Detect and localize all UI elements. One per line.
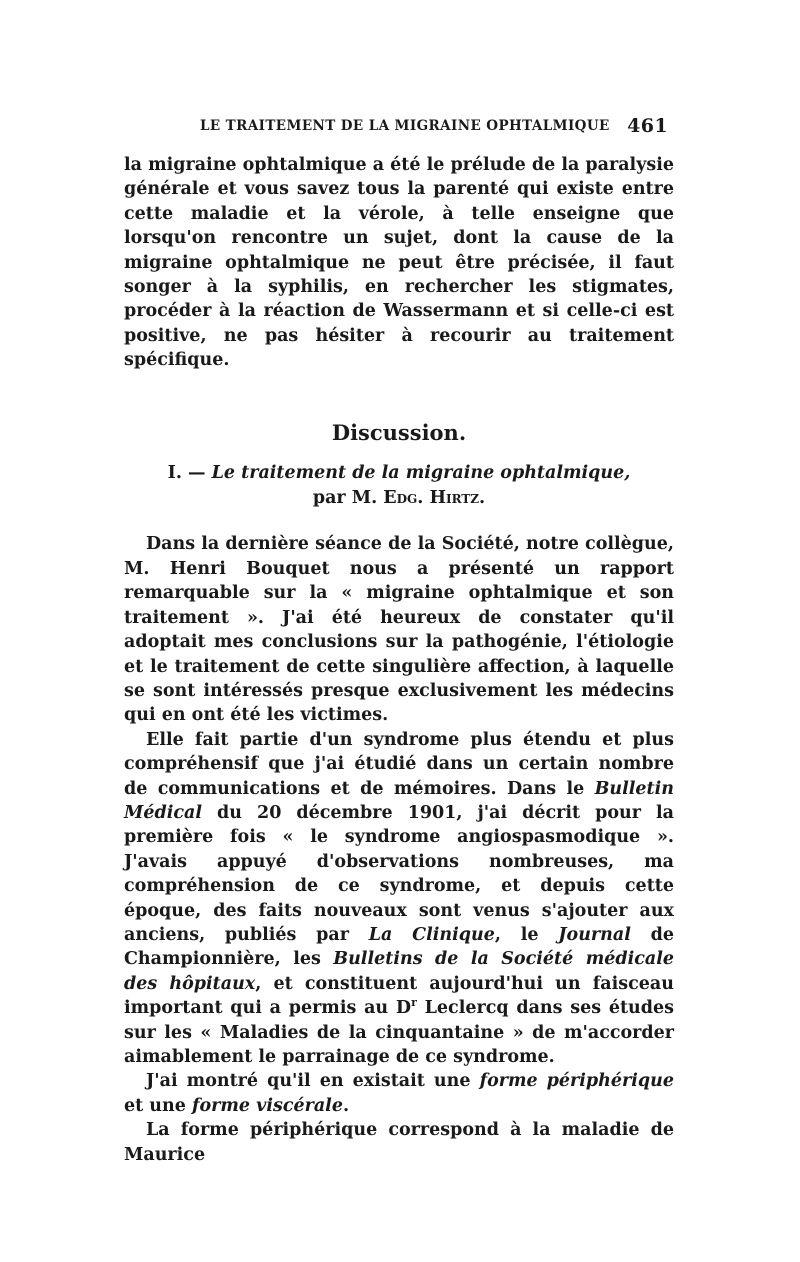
p3-text-2: du 20 décembre 1901, j'ai décrit pour la première fois « le syndrome angiospasmodique ». J'avais appuyé d'observations nombreuses, ma compréhension de ce syndrome, et depuis cette époque, des faits nouveaux sont venus s'ajouter aux anciens, publiés par	[124, 802, 674, 945]
p3-superscript: r	[411, 996, 417, 1010]
p3-text-1: Elle fait partie d'un syndrome plus étendu et plus compréhensif que j'ai étudié dans un certain nombre de communications et de mémoires. Dans le	[124, 729, 674, 799]
p3-italic-bulletins: Bulletins de la Société médicale des hôpitaux	[124, 949, 675, 994]
p4-italic-forme-viscerale: forme viscérale	[191, 1095, 343, 1116]
p4-italic-forme-peripherique: forme périphérique	[479, 1071, 674, 1092]
intro-paragraph: la migraine ophtalmique a été le prélude de la paralysie générale et vous savez tous la parenté qui existe entre cette maladie et la vérole, à telle enseigne que lorsqu'on rencontre un sujet, dont la cause de la migraine ophtalmique ne peut être précisée, il faut songer à la syphilis, en rechercher les stigmates, procéder à la réaction de Wassermann et si celle-ci est positive, ne pas hésiter à recourir au traitement spécifique.	[124, 155, 674, 371]
section-heading: Discussion.	[331, 419, 467, 445]
p3-text-3: , le	[494, 924, 559, 945]
p4-text-2: et une	[124, 1095, 192, 1116]
p4-text-3: .	[342, 1095, 350, 1116]
paragraph-3	[124, 728, 674, 1070]
p3-italic-journal: Journal	[558, 924, 631, 945]
discussion-item-title	[124, 461, 674, 486]
paragraph-4	[124, 1069, 674, 1118]
running-title: LE TRAITEMENT DE LA MIGRAINE OPHTALMIQUE	[200, 118, 610, 134]
p3-text-6: Leclercq dans ses études sur les « Maladies de la cinquantaine » de m'accorder aimablement le parrainage de ce syndrome.	[124, 998, 674, 1067]
page-number: 461	[627, 115, 668, 137]
item-title: Le traitement de la migraine ophtalmique,	[211, 463, 631, 484]
item-number: I. —	[167, 463, 206, 484]
p3-italic-bulletin-medical: Bulletin Médical	[124, 778, 674, 823]
author-prefix: par M.	[312, 488, 378, 509]
author-line	[124, 486, 674, 510]
p3-text-5: , et constituent aujourd'hui un faisceau important qui a permis au D	[124, 973, 674, 1019]
running-header	[200, 115, 668, 137]
paragraph-2: Dans la dernière séance de la Société, notre collègue, M. Henri Bouquet nous a présenté un rapport remarquable sur la « migraine ophtalmique et son traitement ». J'ai été heureux de constater qu'il adoptait mes conclusions sur la pathogénie, l'étiologie et le traitement de cette singulière affection, à laquelle se sont intéressés presque exclusivement les médecins qui en ont été les victimes.	[124, 534, 674, 726]
p3-text-4: de Championnière, les	[124, 924, 674, 970]
author-name: Edg. Hirtz.	[383, 488, 486, 509]
page-body	[124, 153, 674, 1167]
paragraph-5: La forme périphérique correspond à la maladie de Maurice	[124, 1120, 674, 1165]
p4-text-1: J'ai montré qu'il en existait une	[146, 1071, 480, 1092]
p3-italic-la-clinique: La Clinique	[368, 924, 495, 945]
